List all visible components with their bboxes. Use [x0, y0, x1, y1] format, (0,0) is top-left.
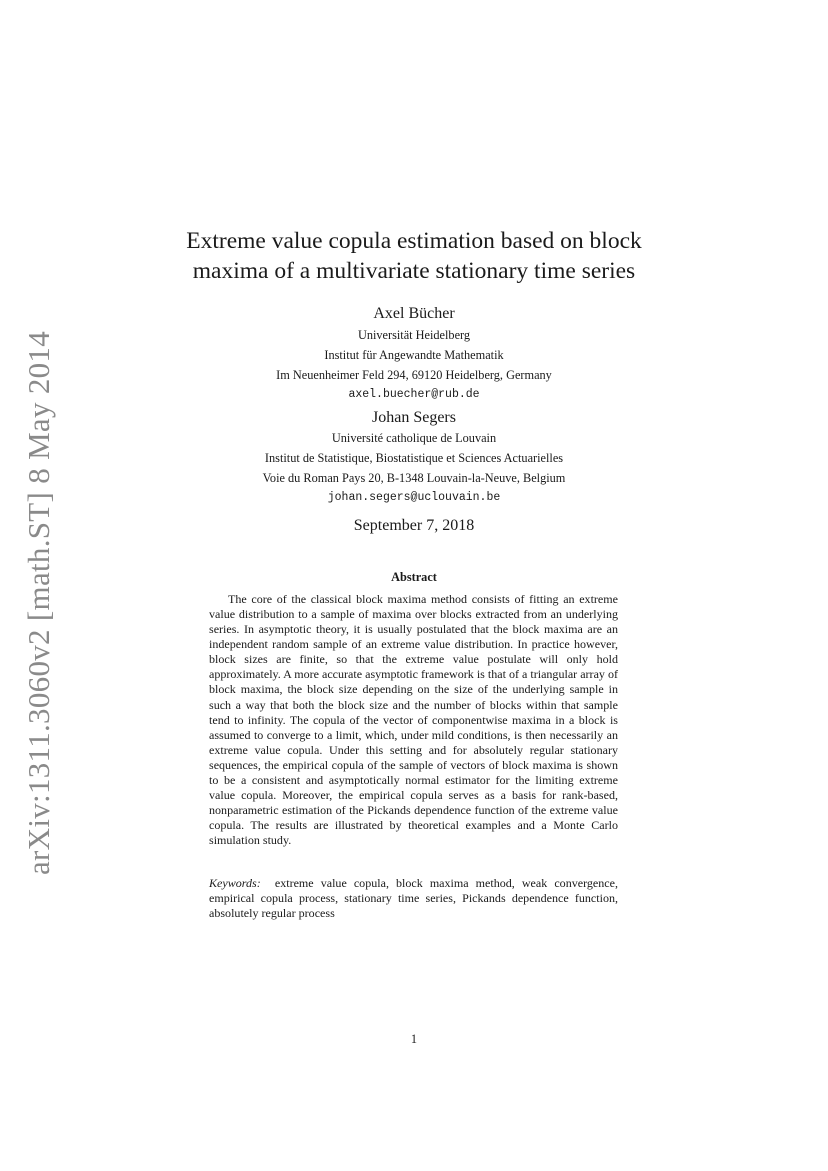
arxiv-stamp-text: arXiv:1311.3060v2 [math.ST] 8 May 2014	[21, 330, 57, 876]
paper-title	[150, 226, 678, 286]
author-affiliation-line: Voie du Roman Pays 20, B-1348 Louvain-la-Neuve, Belgium	[262, 470, 566, 485]
page-number: 1	[410, 1032, 418, 1046]
keywords-text: extreme value copula, block maxima method, weak convergence, empirical copula process, stationary time series, Pickands dependence function, absolutely regular process	[209, 876, 618, 921]
keywords	[209, 876, 618, 921]
author-affiliation-line: Institut de Statistique, Biostatistique et Sciences Actuarielles	[264, 450, 564, 465]
author-name: Johan Segers	[372, 409, 456, 426]
author-affiliation-line: Université catholique de Louvain	[331, 431, 497, 445]
paper-title-line-2: maxima of a multivariate stationary time series	[192, 258, 636, 284]
arxiv-stamp	[14, 330, 64, 876]
author-affiliation-line: Institut für Angewandte Mathematik	[324, 347, 504, 362]
paper-title-line-1: Extreme value copula estimation based on block	[186, 228, 642, 254]
paper-date: September 7, 2018	[353, 517, 475, 534]
author-affiliation-line: Im Neuenheimer Feld 294, 69120 Heidelberg, Germany	[276, 367, 552, 382]
author-block-1	[150, 304, 678, 405]
abstract-text: The core of the classical block maxima method consists of fitting an extreme value distribution to a sample of maxima over blocks extracted from an underlying series. In asymptotic theory, it is usually postulated that the block maxima are an independent random sample of an extreme value distribution. In practice however, block sizes are finite, so that the extreme value postulate will only hold approximately. A more accurate asymptotic framework is that of a triangular array of block maxima, the block size depending on the size of the underlying sample in such a way that both the block size and the number of blocks within that sample tend to infinity. The copula of the vector of componentwise maxima in a block is assumed to converge to a limit, which, under mild conditions, is then necessarily an extreme value copula. Under this setting and for absolutely regular stationary sequences, the empirical copula of the sample of vectors of block maxima is shown to be a consistent and asymptotically normal estimator for the limiting extreme value copula. Moreover, the empirical copula serves as a basis for rank-based, nonparametric estimation of the Pickands dependence function of the extreme value copula. The results are illustrated by theoretical examples and a Monte Carlo simulation study.	[209, 592, 618, 848]
author-email: axel.buecher@rub.de	[348, 388, 480, 402]
keywords-label: Keywords:	[209, 876, 261, 890]
author-email: johan.segers@uclouvain.be	[327, 491, 501, 505]
author-name: Axel Bücher	[373, 305, 455, 322]
author-block-2	[150, 408, 678, 508]
author-affiliation-line: Universität Heidelberg	[357, 328, 471, 342]
abstract-heading: Abstract	[391, 570, 437, 584]
